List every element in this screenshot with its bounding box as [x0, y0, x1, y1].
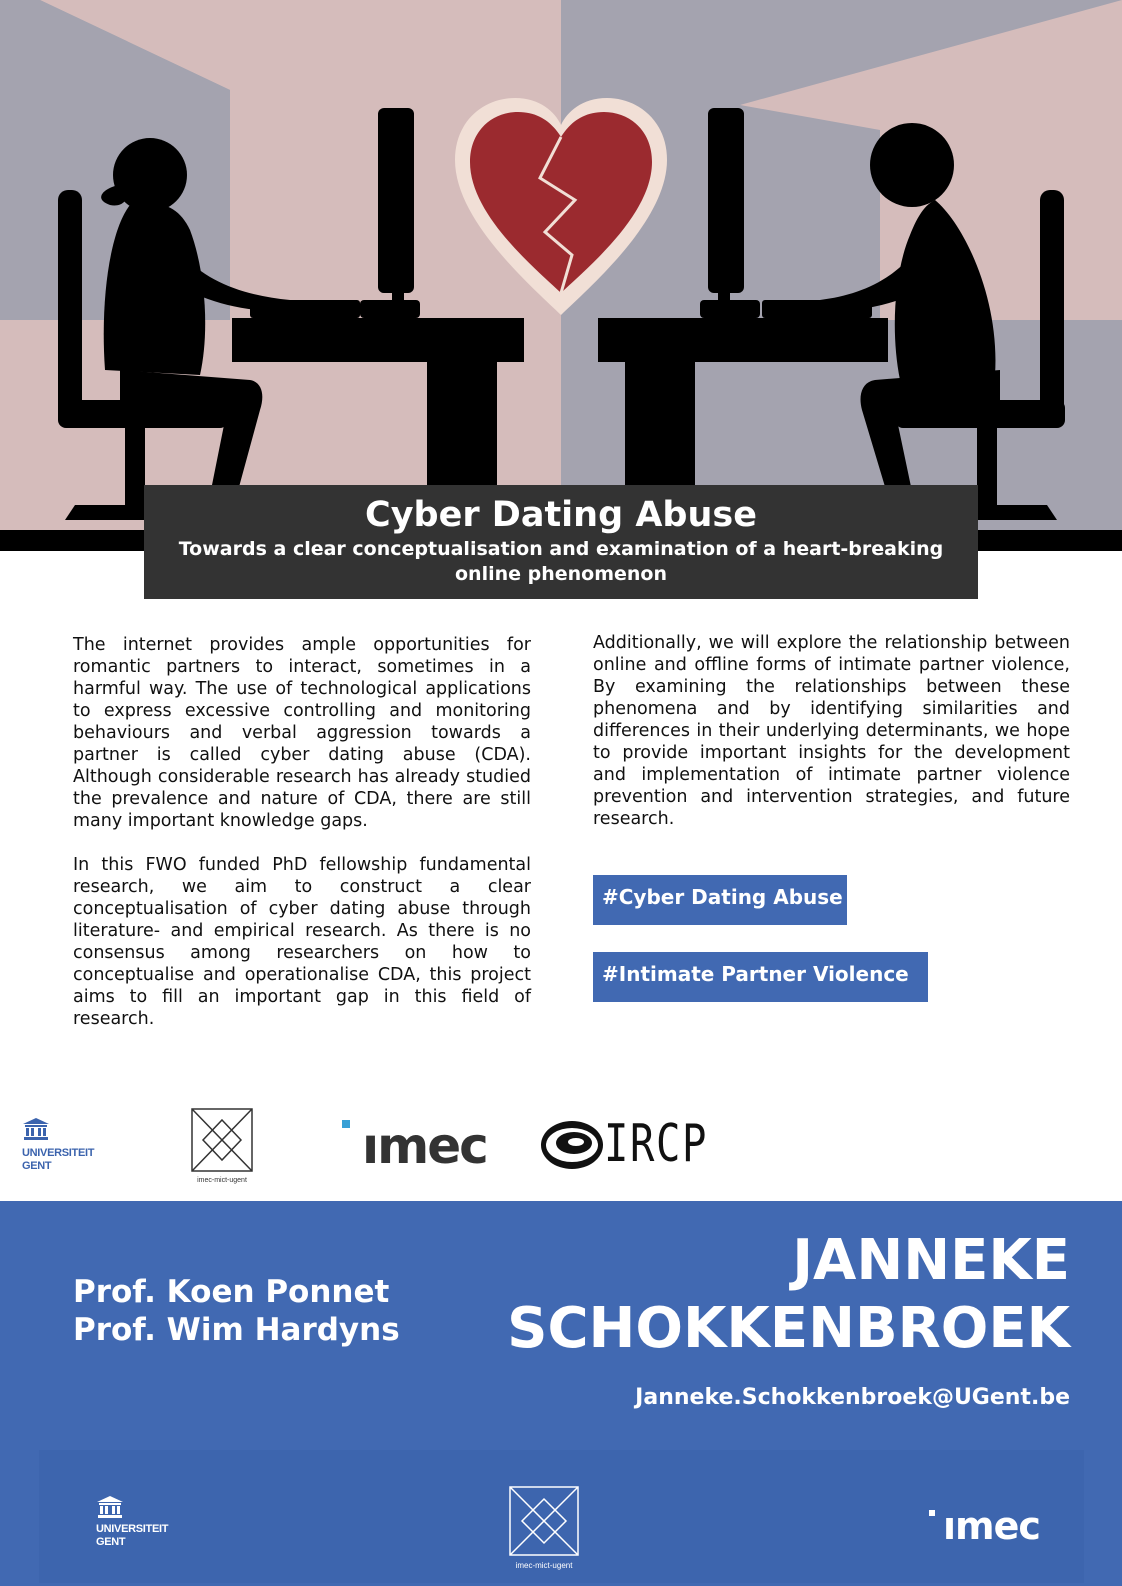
- mict-logo-white: [509, 1486, 579, 1576]
- mict-logo-text: imec-mict-ugent: [197, 1177, 247, 1184]
- hashtag-cyber-dating-abuse: #Cyber Dating Abuse: [593, 875, 847, 925]
- ugent-white-line1: UNIVERSITEIT: [96, 1523, 169, 1535]
- imec-white-text: ımec: [943, 1504, 1040, 1548]
- hero-illustration: [0, 0, 1122, 551]
- hero-svg: [0, 0, 1122, 551]
- logo-row: [0, 1100, 1122, 1200]
- ugent-logo-line2: GENT: [22, 1160, 52, 1172]
- mict-white-text: imec-mict-ugent: [515, 1561, 573, 1570]
- author-first-name: JANNEKE: [792, 1228, 1070, 1293]
- ugent-white-line2: GENT: [96, 1536, 126, 1548]
- ircp-eye-icon: [540, 1118, 604, 1172]
- mict-logo: [191, 1108, 253, 1188]
- imec-dot-icon-white: [929, 1510, 935, 1516]
- ugent-logo: [22, 1118, 112, 1178]
- paragraph-additionally: Additionally, we will explore the relationship between online and offline forms of intimate partner violence, By examining the relationships between these phenomena and by identifying similarities and differences in their underlying determinants, we hope to provide important insights for the development and implementation of intimate partner violence prevention and intervention strategies, and future research.: [593, 633, 1070, 829]
- supervisor-1: Prof. Koen Ponnet: [73, 1274, 390, 1310]
- mict-cross-icon: [191, 1108, 253, 1172]
- supervisor-2: Prof. Wim Hardyns: [73, 1312, 400, 1348]
- imec-logo: [340, 1118, 500, 1178]
- right-column: [593, 632, 1070, 852]
- poster-title: Cyber Dating Abuse: [365, 495, 757, 535]
- poster-subtitle: Towards a clear conceptualisation and examination of a heart-breaking online phenomenon: [178, 538, 944, 585]
- ircp-logo: [540, 1116, 725, 1176]
- hashtag-intimate-partner-violence: #Intimate Partner Violence: [593, 952, 928, 1002]
- ugent-logo-line1: UNIVERSITEIT: [22, 1147, 95, 1159]
- supervisors: [73, 1273, 400, 1349]
- mict-cross-icon-white: [509, 1486, 579, 1556]
- footer-logo-band: [39, 1450, 1084, 1583]
- title-banner: [144, 485, 978, 599]
- imec-logo-text: ımec: [362, 1117, 487, 1175]
- ircp-logo-text: IRCP: [604, 1114, 708, 1174]
- imec-dot-icon: [342, 1120, 350, 1128]
- ugent-building-icon: [23, 1118, 49, 1140]
- left-column: [73, 634, 531, 1052]
- author-name: [507, 1227, 1070, 1363]
- author-last-name: SCHOKKENBROEK: [507, 1296, 1070, 1361]
- paragraph-intro: The internet provides ample opportunities for romantic partners to interact, sometimes in a harmful way. The use of technological applications to express excessive controlling and monitoring behaviours and verbal aggression towards a partner is called cyber dating abuse (CDA). Although considerable research has already studied the prevalence and nature of CDA, there are still many important knowledge gaps.: [73, 635, 531, 831]
- footer: [0, 1201, 1122, 1586]
- author-email: Janneke.Schokkenbroek@UGent.be: [635, 1385, 1070, 1410]
- ugent-logo-white: [96, 1496, 186, 1556]
- ugent-building-icon-white: [97, 1496, 123, 1518]
- imec-logo-white: [929, 1504, 1049, 1557]
- paragraph-aim: In this FWO funded PhD fellowship fundamental research, we aim to construct a clear conceptualisation of cyber dating abuse through literature- and empirical research. As there is no consensus among researchers on how to conceptualise and operationalise CDA, this project aims to fill an important gap in this field of research.: [73, 855, 531, 1029]
